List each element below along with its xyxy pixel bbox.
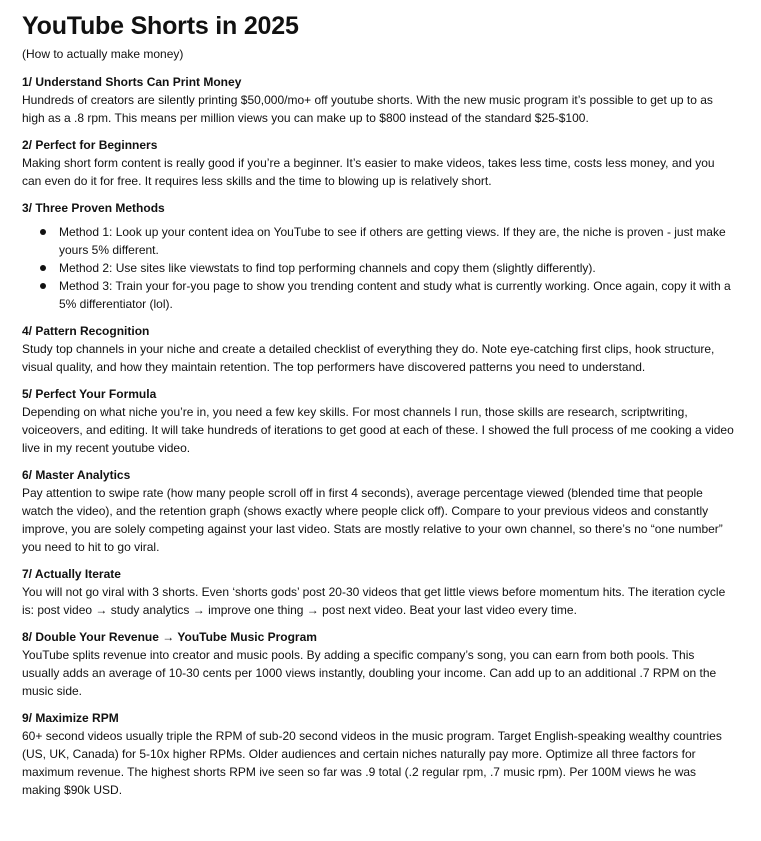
- section-heading: 2/ Perfect for Beginners: [22, 138, 158, 152]
- methods-list: [22, 223, 739, 313]
- section-body: Depending on what niche you’re in, you need a few key skills. For most channels I run, those skills are research, scriptwriting, voiceovers, and editing. It will take hundreds of iterations to get good at each of these. I showed the full process of me cooking a video live in my recent youtube video.: [22, 405, 734, 455]
- section-body: Hundreds of creators are silently printing $50,000/mo+ off youtube shorts. With the new music program it’s possible to get up to as high as a .8 rpm. This means per million views you can make up to $800 instead of the standard $25-$100.: [22, 93, 713, 125]
- list-item-text: Method 1: Look up your content idea on YouTube to see if others are getting views. If they are, the niche is proven - just make yours 5% different.: [59, 225, 726, 257]
- section-9: [22, 709, 739, 799]
- section-7: [22, 565, 739, 619]
- list-item: [40, 277, 741, 313]
- section-heading: 9/ Maximize RPM: [22, 711, 119, 725]
- section-heading: 8/ Double Your Revenue → YouTube Music Program: [22, 630, 317, 644]
- list-item-text: Method 3: Train your for-you page to show you trending content and study what is currently working. Once again, copy it with a 5% differentiator (lol).: [59, 279, 731, 311]
- section-heading: 3/ Three Proven Methods: [22, 201, 165, 215]
- section-body: Study top channels in your niche and create a detailed checklist of everything they do. Note eye-catching first clips, hook structure, visual quality, and how they maintain retention. The top performers have discovered patterns you need to understand.: [22, 342, 715, 374]
- section-heading: 7/ Actually Iterate: [22, 567, 121, 581]
- section-5: [22, 385, 739, 457]
- section-heading: 1/ Understand Shorts Can Print Money: [22, 75, 242, 89]
- list-item: [40, 223, 741, 259]
- section-3: [22, 199, 739, 313]
- section-body: Making short form content is really good if you’re a beginner. It’s easier to make videos, takes less time, costs less money, and you can even do it for free. It requires less skills and the time to blowing up is relatively short.: [22, 156, 715, 188]
- section-4: [22, 322, 739, 376]
- bullet-icon: [40, 229, 46, 235]
- section-heading: 4/ Pattern Recognition: [22, 324, 150, 338]
- section-2: [22, 136, 739, 190]
- document-subtitle: (How to actually make money): [22, 47, 184, 61]
- section-heading: 5/ Perfect Your Formula: [22, 387, 157, 401]
- section-8: [22, 628, 739, 700]
- section-body: 60+ second videos usually triple the RPM of sub-20 second videos in the music program. Target English-speaking wealthy countries (US, UK, Canada) for 5-10x higher RPMs. Older audiences and certain niches naturally pay more. Optimize all three factors for maximum revenue. The highest shorts RPM ive seen so far was .9 total (.2 regular rpm, .7 music rpm). Per 100M views he was making $90k USD.: [22, 729, 722, 797]
- section-heading: 6/ Master Analytics: [22, 468, 131, 482]
- section-body: You will not go viral with 3 shorts. Even ‘shorts gods’ post 20-30 videos that get little views before momentum hits. The iteration cycle is: post video → study analytics → improve one thing → post next video. Beat your last video every time.: [22, 585, 726, 617]
- document-title: YouTube Shorts in 2025: [22, 12, 299, 40]
- section-body: Pay attention to swipe rate (how many people scroll off in first 4 seconds), average percentage viewed (blended time that people watch the video), and the retention graph (shows exactly where people click off). Compare to your previous videos and constantly improve, you are solely competing against your last video. Stats are mostly relative to your own channel, so there’s no “one number” you need to hit to go viral.: [22, 486, 723, 554]
- section-body: YouTube splits revenue into creator and music pools. By adding a specific company’s song, you can earn from both pools. This usually adds an average of 10-30 cents per 1000 views instantly, doubling your income. Can add up to an additional .7 RPM on the music side.: [22, 648, 717, 698]
- bullet-icon: [40, 265, 46, 271]
- bullet-icon: [40, 283, 46, 289]
- list-item-text: Method 2: Use sites like viewstats to find top performing channels and copy them (slightly differently).: [59, 261, 596, 275]
- list-item: [40, 259, 741, 277]
- section-1: [22, 73, 739, 127]
- section-6: [22, 466, 739, 556]
